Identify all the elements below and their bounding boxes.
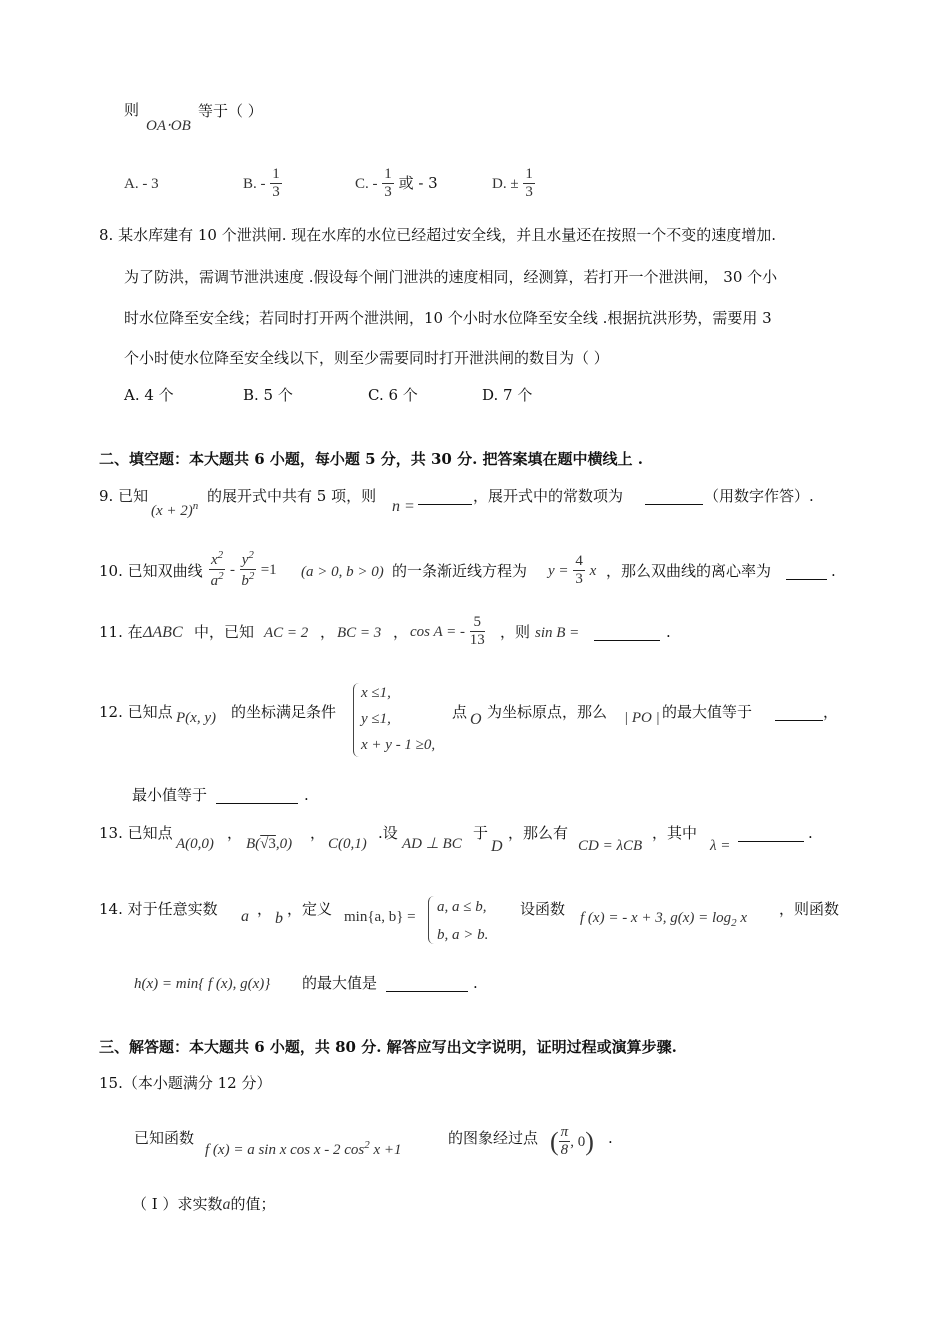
q13-text-3: ，那么有 bbox=[508, 824, 569, 842]
q15-text-1: 的图象经过点 bbox=[448, 1129, 539, 1147]
section-3-heading: 三、解答题：本大题共 6 小题，共 80 分. 解答应写出文字说明，证明过程或演算步骤. bbox=[99, 1038, 677, 1056]
q13-point-c: C(0,1) bbox=[328, 836, 367, 852]
q12-text-5: ， bbox=[823, 703, 839, 721]
q10-asymptote: y = $\frac{4}{3}$ x bbox=[548, 553, 597, 588]
q8-option-a: A. 4 个 bbox=[124, 386, 174, 404]
q8-line-2: 为了防洪，需调节泄洪速度 .假设每个闸门泄洪的速度相同，经测算，若打开一个泄洪闸， 30 个小 bbox=[124, 268, 778, 286]
q8-option-d: D. 7 个 bbox=[482, 386, 533, 404]
q14-piecewise-brace bbox=[428, 896, 435, 944]
q10-prefix: 10. 已知双曲线 bbox=[99, 562, 203, 580]
q7-option-d: D. ± $\frac{1}{3}$ bbox=[492, 166, 533, 201]
q11-comma-2: ， bbox=[393, 623, 409, 641]
q13-lambda: λ = bbox=[710, 838, 731, 854]
q13-comma-1: ， bbox=[227, 824, 243, 842]
q15-prefix: 已知函数 bbox=[134, 1129, 195, 1147]
q14-prefix: 14. 对于任意实数 bbox=[99, 900, 218, 918]
q12-condition-2: y ≤1, bbox=[361, 711, 391, 727]
q12-line-2: 最小值等于 bbox=[132, 786, 208, 804]
section-2-heading: 二、填空题：本大题共 6 小题，每小题 5 分，共 30 分. 把答案填在题中横线上 . bbox=[99, 450, 643, 468]
q14-var-b: b bbox=[275, 910, 283, 927]
q7-prefix: 则 bbox=[124, 101, 140, 119]
fraction: $\frac{1}{3}$ bbox=[384, 166, 392, 201]
q9-binomial: $(x + 2)^n$ bbox=[151, 500, 199, 519]
q11-text-1: 中，已知 bbox=[194, 623, 255, 641]
q11-triangle: ΔABC bbox=[143, 624, 183, 641]
q13-end: . bbox=[808, 824, 813, 842]
q14-functions: f (x) = - x + 3, $g(x) = \log_2 x$ bbox=[580, 910, 748, 929]
q15-header: 15.（本小题满分 12 分） bbox=[99, 1074, 272, 1092]
q14-text-3: ，则函数 bbox=[779, 900, 840, 918]
q13-vector-equation: CD = λCB bbox=[578, 838, 643, 854]
q12-system-brace bbox=[353, 683, 360, 757]
q11-text-2: ，则 bbox=[500, 623, 531, 641]
q7-option-a: A. - 3 bbox=[124, 176, 159, 192]
q15-end: . bbox=[608, 1129, 613, 1147]
q12-end: . bbox=[304, 786, 309, 804]
q13-perpendicular: AD ⊥ BC bbox=[402, 836, 462, 852]
q10-suffix: ，那么双曲线的离心率为 bbox=[606, 562, 772, 580]
q13-blank bbox=[738, 826, 804, 842]
q7-option-c: C. - $\frac{1}{3}$ 或 - 3 bbox=[355, 166, 438, 201]
q12-po: | PO | bbox=[624, 710, 660, 726]
q12-condition-3: x + y - 1 ≥0, bbox=[361, 737, 436, 753]
q14-var-a: a bbox=[241, 908, 249, 925]
q13-point-a: A(0,0) bbox=[176, 836, 214, 852]
q14-blank bbox=[386, 976, 468, 992]
q7-suffix: 等于（ ） bbox=[198, 102, 263, 120]
q10-end: . bbox=[831, 562, 836, 580]
q11-bc: BC = 3 bbox=[337, 625, 382, 641]
q8-option-b: B. 5 个 bbox=[243, 386, 293, 404]
q8-line-4: 个小时使水位降至安全线以下，则至少需要同时打开泄洪闸的数目为（ ） bbox=[124, 349, 609, 367]
q13-text-4: ，其中 bbox=[652, 824, 698, 842]
q14-case-2: b, a > b. bbox=[437, 927, 489, 943]
q13-comma-2: ， bbox=[310, 824, 326, 842]
q11-ac: AC = 2 bbox=[264, 625, 309, 641]
q9-suffix: （用数字作答）. bbox=[704, 487, 814, 505]
q12-origin: O bbox=[470, 711, 482, 728]
q9-text: 的展开式中共有 5 项，则 bbox=[207, 487, 377, 505]
q12-point: P(x, y) bbox=[176, 710, 216, 726]
q8-line-1: 8. 某水库建有 10 个泄洪闸. 现在水库的水位已经超过安全线，并且水量还在按照一个不变的速度增加. bbox=[99, 226, 777, 244]
q15-function: f (x) = a sin x cos x - 2 $\cos^2 x +1$ bbox=[205, 1139, 402, 1158]
q7-expression: OA⋅OB bbox=[146, 118, 191, 134]
q9-blank-2 bbox=[645, 489, 703, 505]
q12-prefix: 12. 已知点 bbox=[99, 703, 173, 721]
q8-line-3: 时水位降至安全线；若同时打开两个泄洪闸，10 个小时水位降至安全线 .根据抗洪形势，需要用 3 bbox=[124, 309, 772, 327]
q10-blank bbox=[786, 564, 827, 580]
q14-text-1: ，定义 bbox=[287, 900, 333, 918]
q12-blank-2 bbox=[216, 788, 298, 804]
q14-min-definition: min{a, b} = bbox=[344, 909, 416, 925]
q9-blank-1 bbox=[418, 489, 472, 505]
q7-option-b: B. - $\frac{1}{3}$ bbox=[243, 166, 280, 201]
q14-comma: ， bbox=[257, 900, 273, 918]
q15-point: ( $\frac{\pi}{8}$ , 0) bbox=[550, 1124, 594, 1159]
q11-blank bbox=[594, 625, 660, 641]
q9-n-equals: n = bbox=[392, 498, 415, 515]
q14-text-2: 设函数 bbox=[520, 900, 566, 918]
q11-cos: cos A = - $\frac{5}{13}$ bbox=[410, 614, 485, 649]
q8-option-c: C. 6 个 bbox=[368, 386, 418, 404]
q13-prefix: 13. 已知点 bbox=[99, 824, 173, 842]
q14-text-4: 的最大值是 bbox=[302, 974, 378, 992]
q15-part-1: （ I ）求实数a的值； bbox=[132, 1195, 276, 1213]
q10-text: 的一条渐近线方程为 bbox=[392, 562, 528, 580]
q11-end: . bbox=[666, 623, 671, 641]
fraction: $\frac{1}{3}$ bbox=[272, 166, 280, 201]
q11-prefix: 11. 在 bbox=[99, 623, 143, 641]
q13-text-2: 于 bbox=[473, 824, 489, 842]
q14-h-function: h(x) = min{ f (x), g(x)} bbox=[134, 976, 271, 992]
q13-text-1: .设 bbox=[378, 824, 398, 842]
q9-prefix: 9. 已知 bbox=[99, 487, 149, 505]
q10-condition: (a > 0, b > 0) bbox=[301, 564, 384, 580]
q9-text-2: ，展开式中的常数项为 bbox=[473, 487, 624, 505]
q14-case-1: a, a ≤ b, bbox=[437, 899, 487, 915]
q13-d: D bbox=[491, 838, 503, 855]
q11-sin: sin B = bbox=[535, 625, 580, 641]
q7-stem bbox=[124, 103, 139, 118]
q12-text-1: 的坐标满足条件 bbox=[231, 703, 337, 721]
q10-hyperbola-equation: $\frac{x^2}{a^2}$ - $\frac{y^2}{b^2}$ =1 bbox=[210, 549, 277, 590]
q12-text-2: 点 bbox=[452, 703, 468, 721]
q11-comma-1: ， bbox=[320, 623, 336, 641]
q12-text-3: 为坐标原点，那么 bbox=[487, 703, 608, 721]
q14-end: . bbox=[473, 974, 478, 992]
fraction: $\frac{1}{3}$ bbox=[525, 166, 533, 201]
q12-condition-1: x ≤1, bbox=[361, 685, 391, 701]
q12-text-4: 的最大值等于 bbox=[662, 703, 753, 721]
q13-point-b: B(√3,0) bbox=[246, 836, 293, 852]
q12-blank-1 bbox=[775, 705, 823, 721]
